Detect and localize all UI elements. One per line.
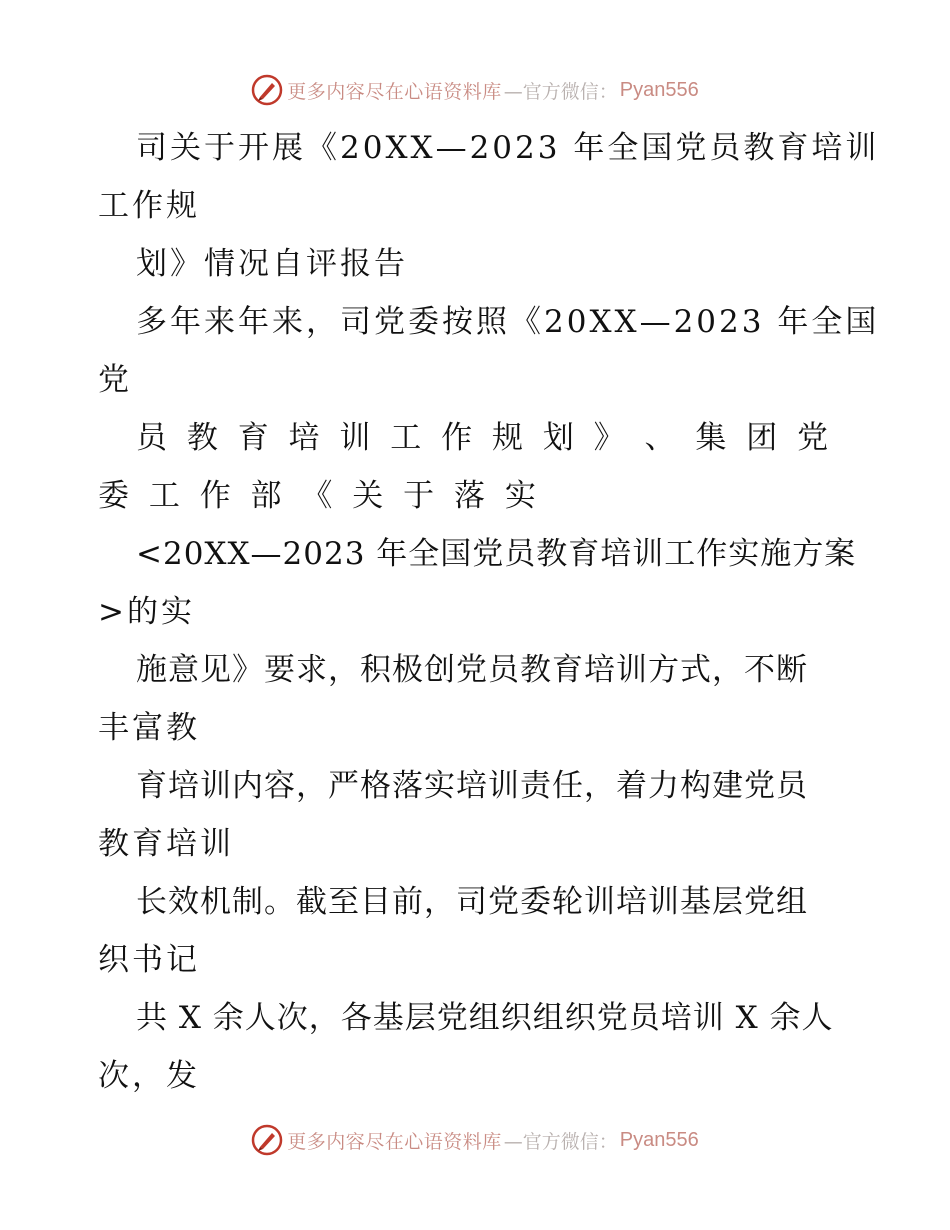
pen-logo-icon xyxy=(251,74,283,106)
watermark-wechat-label: —官方微信： xyxy=(503,1130,618,1153)
text-line: 多年来年来，司党委按照《20XX—2023 年全国 xyxy=(136,304,880,340)
text-line: 划》情况自评报告 xyxy=(136,246,408,282)
watermark-text: 更多内容尽在心语资料库 xyxy=(287,1130,502,1153)
watermark-wechat-id: Pyan556 xyxy=(619,1128,699,1151)
text-line: 司关于开展《20XX—2023 年全国党员教育培训 xyxy=(136,130,880,166)
text-line: 教育培训 xyxy=(98,826,234,862)
watermark-footer xyxy=(0,1120,950,1160)
text-line: 委 工 作 部 《 关 于 落 实 xyxy=(98,478,541,514)
text-line: 育培训内容，严格落实培训责任，着力构建党员 xyxy=(136,768,808,804)
watermark-text: 更多内容尽在心语资料库 xyxy=(287,80,502,103)
text-line: 丰富教 xyxy=(98,710,200,746)
text-line: 长效机制。截至目前，司党委轮训培训基层党组 xyxy=(136,884,808,920)
text-line: 工作规 xyxy=(98,188,200,224)
text-line: >的实 xyxy=(98,594,195,630)
text-line: 施意见》要求，积极创党员教育培训方式，不断 xyxy=(136,652,808,688)
text-line: <20XX—2023 年全国党员教育培训工作实施方案 xyxy=(136,536,857,572)
text-line: 次，发 xyxy=(98,1058,200,1094)
watermark-header xyxy=(0,70,950,110)
watermark-wechat-label: —官方微信： xyxy=(503,80,618,103)
watermark-wechat-id: Pyan556 xyxy=(619,78,699,101)
pen-logo-icon xyxy=(251,1124,283,1156)
text-line: 共 X 余人次，各基层党组织组织党员培训 X 余人 xyxy=(136,1000,834,1036)
text-line: 织书记 xyxy=(98,942,200,978)
text-line: 员 教 育 培 训 工 作 规 划 》 、 集 团 党 xyxy=(136,420,834,456)
text-line: 党 xyxy=(98,362,132,398)
